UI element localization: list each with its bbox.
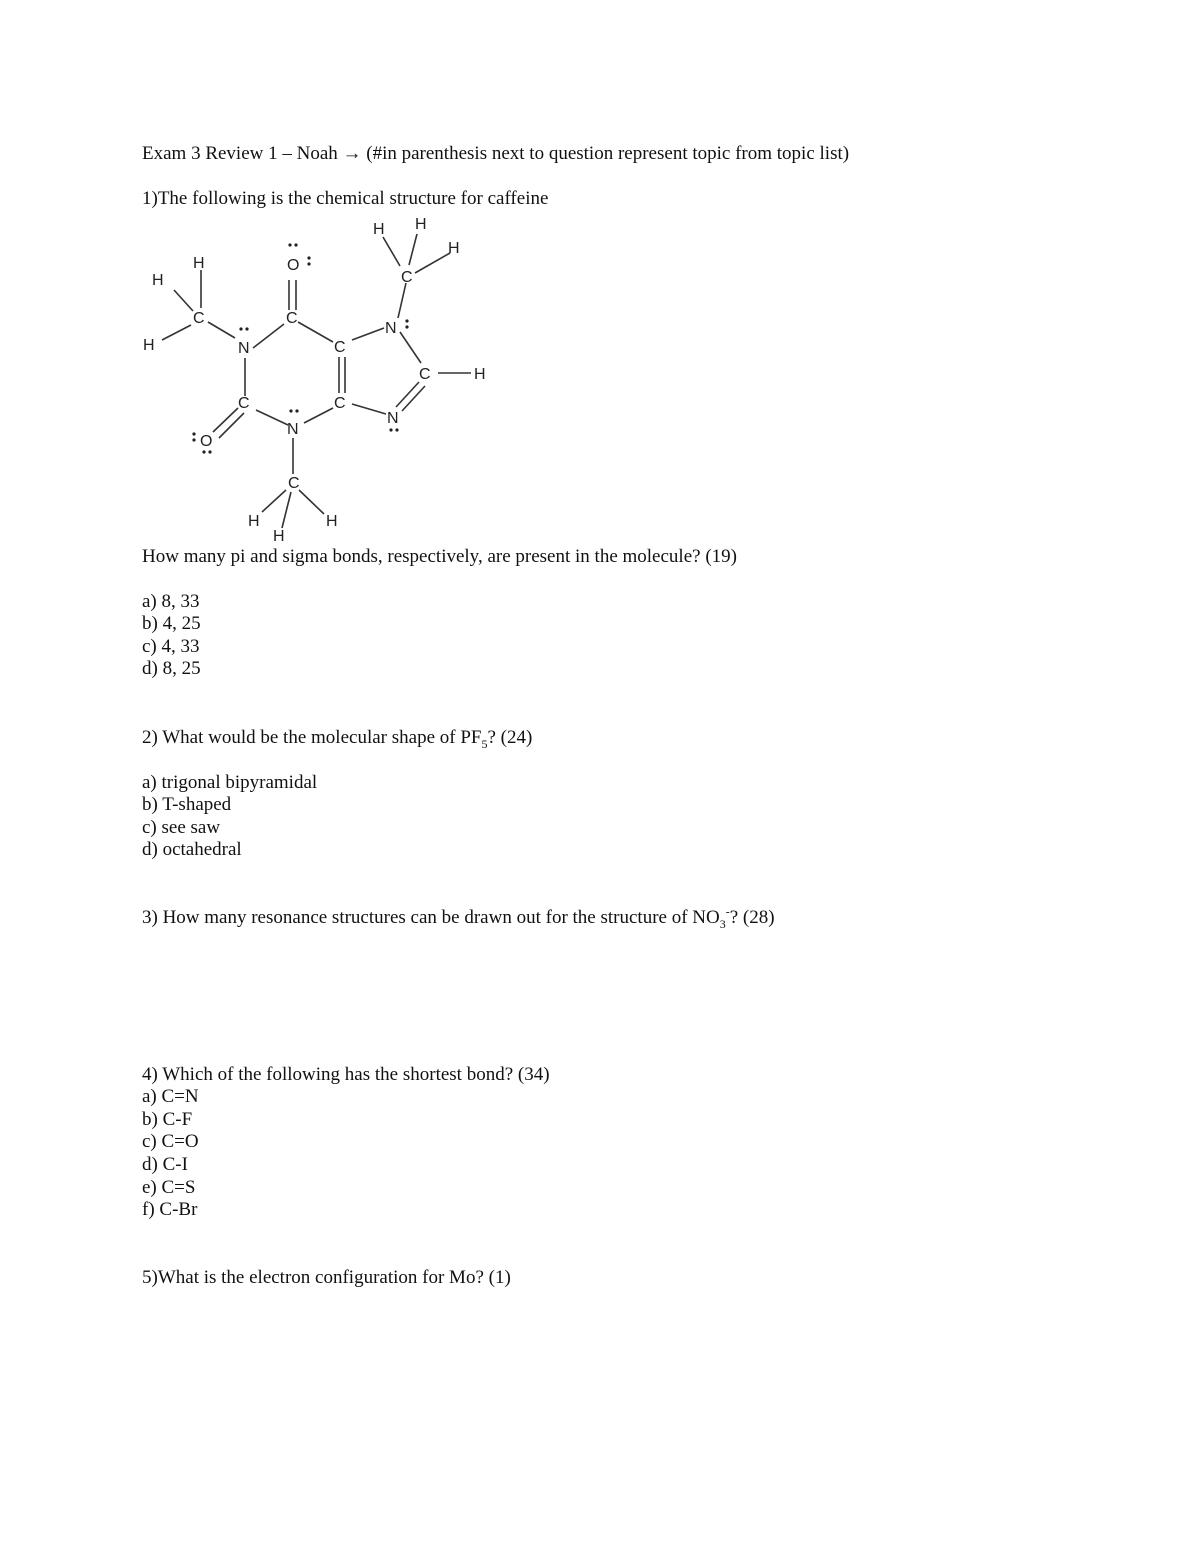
atom-h: H xyxy=(474,366,486,383)
atom-c: C xyxy=(334,395,346,412)
question-3-text-main: 3) How many resonance structures can be drawn out for the structure of NO xyxy=(142,907,720,928)
question-1-option-a: a) 8, 33 xyxy=(142,591,200,612)
question-3-superscript: - xyxy=(725,904,730,919)
question-1-option-b: b) 4, 25 xyxy=(142,613,201,634)
atom-n: N xyxy=(287,421,299,438)
atom-n: N xyxy=(387,410,399,427)
question-3-text-end: ? (28) xyxy=(729,907,775,928)
atom-h: H xyxy=(273,528,285,545)
question-3-subscript: 3 xyxy=(719,916,726,931)
question-5-text: 5)What is the electron configuration for Mo? (1) xyxy=(142,1267,511,1288)
question-2-option-a: a) trigonal bipyramidal xyxy=(142,772,318,793)
atom-h: H xyxy=(193,255,205,272)
atom-n: N xyxy=(385,320,397,337)
question-4-option-e: e) C=S xyxy=(142,1177,196,1198)
atom-c: C xyxy=(238,395,250,412)
atom-h: H xyxy=(248,513,260,530)
atom-c: C xyxy=(193,310,205,327)
question-1-intro: 1)The following is the chemical structure for caffeine xyxy=(142,188,549,209)
question-3-text xyxy=(142,904,775,931)
atom-c: C xyxy=(419,366,431,383)
atom-o: O xyxy=(287,257,300,274)
atom-o: O xyxy=(200,433,213,450)
question-4-option-f: f) C-Br xyxy=(142,1199,198,1220)
question-4-text: 4) Which of the following has the shortest bond? (34) xyxy=(142,1064,550,1085)
atom-n: N xyxy=(238,340,250,357)
question-1-option-c: c) 4, 33 xyxy=(142,636,200,657)
question-4-option-a: a) C=N xyxy=(142,1086,199,1107)
question-2-option-c: c) see saw xyxy=(142,817,221,838)
question-2-subscript: 5 xyxy=(481,736,488,751)
atom-c: C xyxy=(401,269,413,286)
question-1-text: How many pi and sigma bonds, respectively, are present in the molecule? (19) xyxy=(142,546,737,567)
atom-h: H xyxy=(415,216,427,233)
question-2-text-main: 2) What would be the molecular shape of PF xyxy=(142,727,482,748)
atom-h: H xyxy=(448,240,460,257)
document-header: Exam 3 Review 1 – Noah → (#in parenthesis next to question represent topic from topic list) xyxy=(142,143,850,164)
question-4-option-b: b) C-F xyxy=(142,1109,193,1130)
question-2-option-d: d) octahedral xyxy=(142,839,242,860)
atom-h: H xyxy=(326,513,338,530)
lone-pair-dots xyxy=(192,243,408,453)
question-2-option-b: b) T-shaped xyxy=(142,794,232,815)
atom-h: H xyxy=(152,272,164,289)
atom-h: H xyxy=(373,221,385,238)
atom-c: C xyxy=(334,339,346,356)
atom-h: H xyxy=(143,337,155,354)
atom-c: C xyxy=(288,475,300,492)
caffeine-structure-diagram xyxy=(138,210,498,545)
question-1-option-d: d) 8, 25 xyxy=(142,658,201,679)
question-4-option-c: c) C=O xyxy=(142,1131,199,1152)
question-2-text-end: ? (24) xyxy=(487,727,533,748)
question-4-option-d: d) C-I xyxy=(142,1154,188,1175)
question-2-text xyxy=(142,727,532,750)
atom-c: C xyxy=(286,310,298,327)
